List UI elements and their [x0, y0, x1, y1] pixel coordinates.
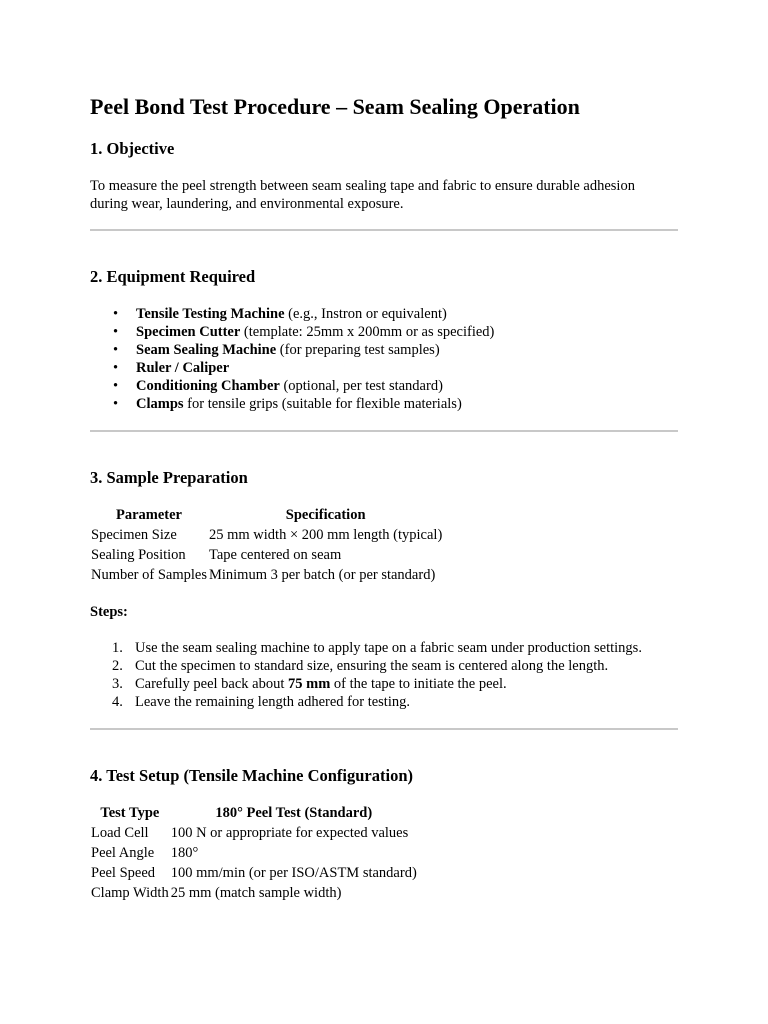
table-header-row [90, 804, 418, 824]
table-header-cell: 180° Peel Test (Standard) [215, 805, 373, 821]
table-cell: 180° [170, 845, 199, 861]
table-row [90, 566, 443, 586]
table-cell: Tape centered on seam [208, 547, 342, 563]
equipment-item-detail: for tensile grips (suitable for flexible materials) [183, 396, 462, 412]
section-divider [90, 229, 678, 231]
step-text: Cut the specimen to standard size, ensuring the seam is centered along the length. [135, 658, 609, 674]
document-title: Peel Bond Test Procedure – Seam Sealing Operation [90, 94, 580, 119]
step-item [90, 639, 642, 657]
objective-heading: 1. Objective [90, 139, 175, 158]
step-item [90, 693, 642, 711]
step-text: Carefully peel back about [135, 676, 288, 692]
table-cell: Number of Samples [91, 567, 207, 583]
equipment-item-name: Conditioning Chamber [136, 378, 280, 394]
step-text: Leave the remaining length adhered for testing. [135, 694, 410, 710]
table-row [90, 546, 443, 566]
equipment-item [90, 323, 494, 341]
equipment-item [90, 395, 494, 413]
step-number: 3. [112, 676, 123, 692]
table-cell: Minimum 3 per batch (or per standard) [208, 567, 436, 583]
table-cell: Load Cell [91, 825, 149, 841]
equipment-item-name: Ruler / Caliper [136, 360, 230, 376]
table-cell: 100 N or appropriate for expected values [170, 825, 409, 841]
objective-text-line-2: during wear, laundering, and environmental exposure. [90, 196, 404, 212]
table-cell: 25 mm width × 200 mm length (typical) [208, 527, 443, 543]
test-setup-table [90, 804, 418, 904]
equipment-item-detail: (for preparing test samples) [276, 342, 440, 358]
table-header-row [90, 506, 443, 526]
step-emphasis: 75 mm [288, 676, 331, 692]
table-header-cell: Parameter [115, 507, 182, 523]
equipment-item-detail: (optional, per test standard) [279, 378, 443, 394]
equipment-item-name: Clamps [136, 396, 184, 412]
table-cell: Peel Angle [91, 845, 155, 861]
step-number: 4. [112, 694, 123, 710]
equipment-list [90, 305, 494, 413]
step-item [90, 675, 642, 693]
table-row [90, 844, 418, 864]
objective-text-line-1: To measure the peel strength between seam sealing tape and fabric to ensure durable adhesion [90, 178, 635, 194]
equipment-heading: 2. Equipment Required [90, 267, 256, 286]
table-row [90, 824, 418, 844]
equipment-item [90, 377, 494, 395]
equipment-item-name: Seam Sealing Machine [136, 342, 277, 358]
table-row [90, 526, 443, 546]
equipment-item-detail: (e.g., Instron or equivalent) [284, 306, 447, 322]
steps-list [90, 639, 642, 711]
step-item [90, 657, 642, 675]
section-divider [90, 430, 678, 432]
table-header-cell: Test Type [100, 805, 160, 821]
table-cell: 25 mm (match sample width) [170, 885, 342, 901]
step-number: 1. [112, 640, 123, 656]
steps-label: Steps: [90, 604, 128, 620]
step-text: Use the seam sealing machine to apply tape on a fabric seam under production settings. [135, 640, 642, 656]
table-header-cell: Specification [285, 507, 366, 523]
equipment-item-detail: (template: 25mm x 200mm or as specified) [240, 324, 495, 340]
table-cell: Clamp Width [91, 885, 169, 901]
table-cell: Specimen Size [91, 527, 177, 543]
equipment-item-name: Specimen Cutter [136, 324, 241, 340]
step-number: 2. [112, 658, 123, 674]
table-row [90, 884, 418, 904]
section-divider [90, 728, 678, 730]
equipment-item-name: Tensile Testing Machine [136, 306, 285, 322]
equipment-item [90, 359, 494, 377]
table-row [90, 864, 418, 884]
test-setup-heading: 4. Test Setup (Tensile Machine Configuration) [90, 766, 414, 785]
sample-prep-table [90, 506, 443, 586]
table-cell: 100 mm/min (or per ISO/ASTM standard) [170, 865, 417, 881]
equipment-item [90, 305, 494, 323]
equipment-item [90, 341, 494, 359]
step-text-end: of the tape to initiate the peel. [330, 676, 507, 692]
table-cell: Sealing Position [91, 547, 186, 563]
table-cell: Peel Speed [91, 865, 156, 881]
sample-prep-heading: 3. Sample Preparation [90, 468, 248, 487]
